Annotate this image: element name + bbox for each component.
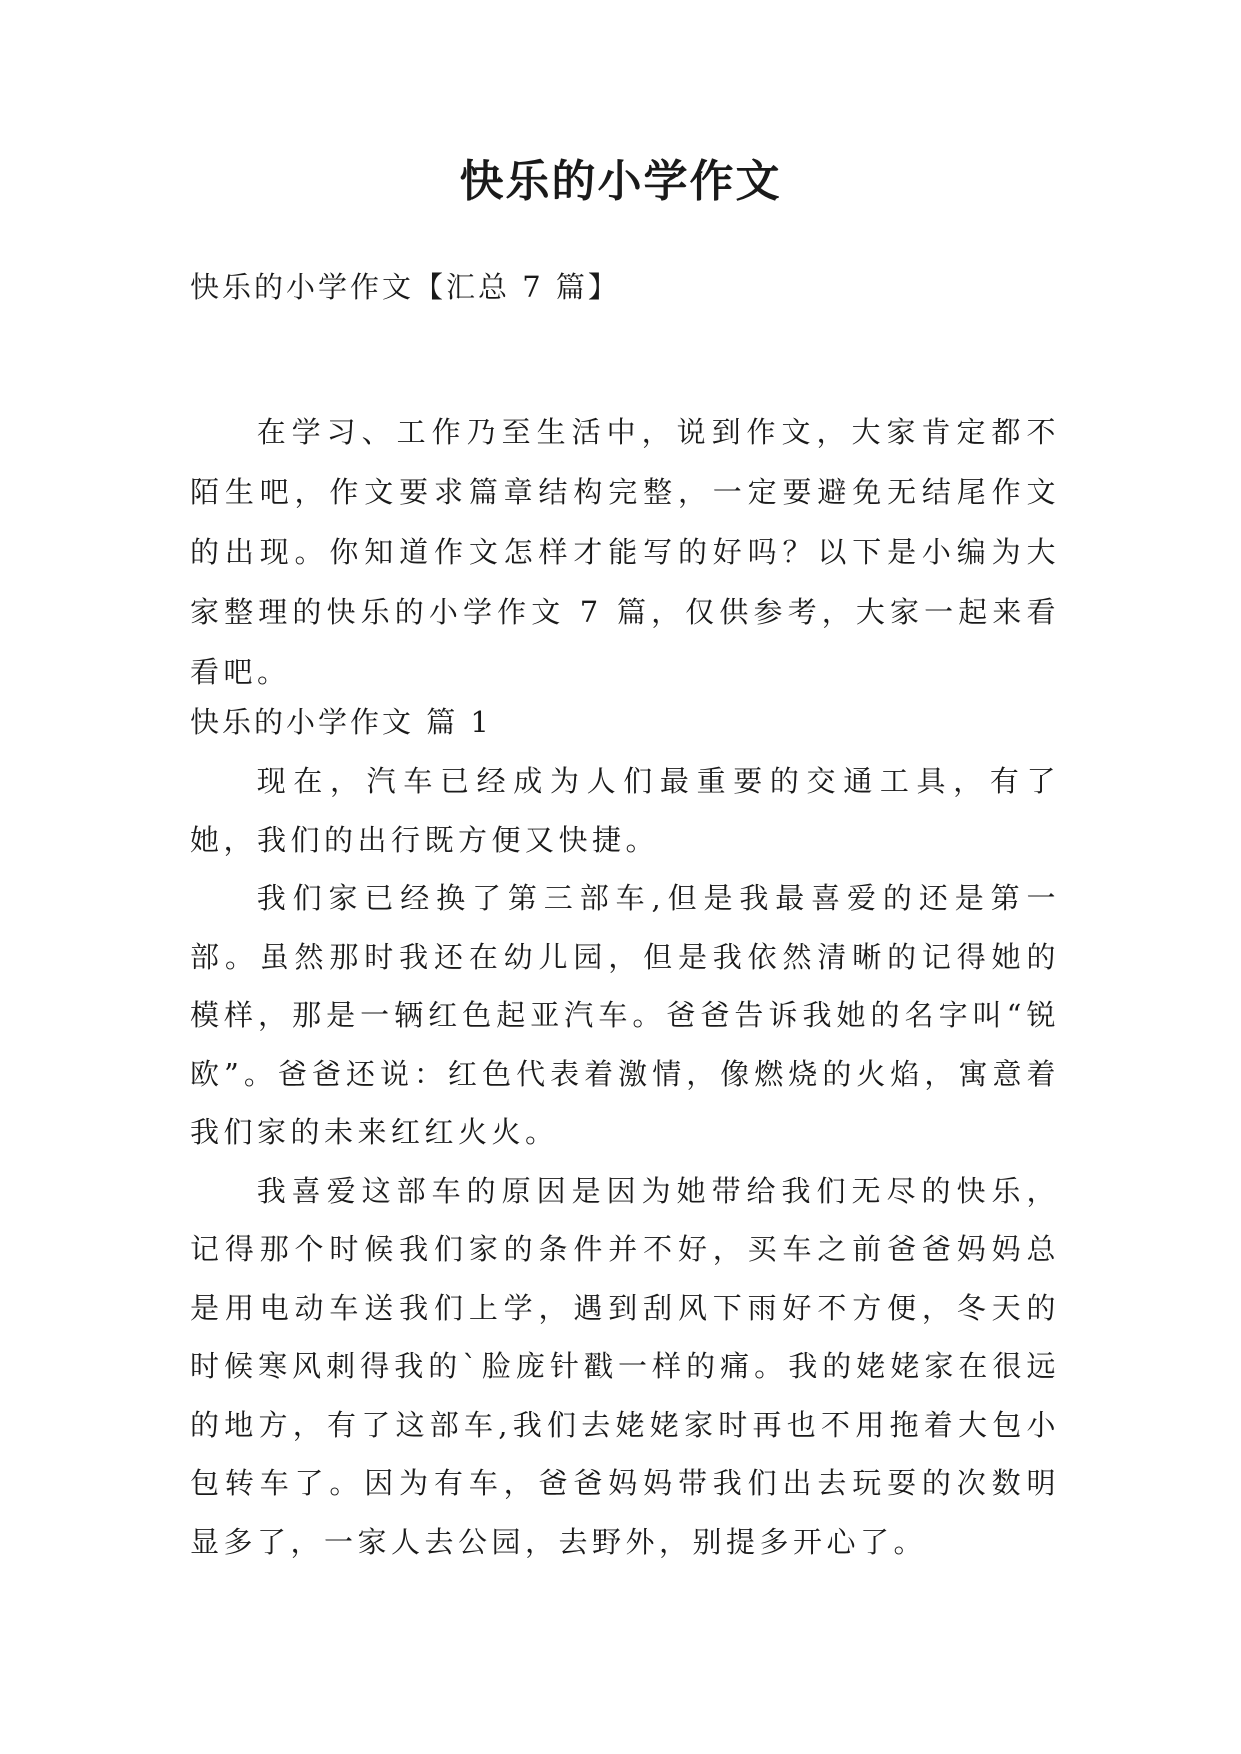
document-subtitle: 快乐的小学作文【汇总 7 篇】 [190, 270, 620, 304]
intro-paragraph: 在学习、工作乃至生活中，说到作文，大家肯定都不陌生吧，作文要求篇章结构完整，一定要避免无结尾作文的出现。你知道作文怎样才能写的好吗？以下是小编为大家整理的快乐的小学作文 7 篇，仅供参考，大家一起来看看吧。 [190, 415, 1060, 689]
section-1-paragraph-3: 我喜爱这部车的原因是因为她带给我们无尽的快乐，记得那个时候我们家的条件并不好，买车之前爸爸妈妈总是用电动车送我们上学，遇到刮风下雨好不方便，冬天的时候寒风刺得我的`脸庞针戳一样的痛。我的姥姥家在很远的地方，有了这部车,我们去姥姥家时再也不用拖着大包小包转车了。因为有车，爸爸妈妈带我们出去玩耍的次数明显多了，一家人去公园，去野外，别提多开心了。 [190, 1173, 1060, 1559]
intro-block [190, 402, 1060, 702]
section-1-paragraph-2: 我们家已经换了第三部车,但是我最喜爱的还是第一部。虽然那时我还在幼儿园，但是我依然清晰的记得她的模样，那是一辆红色起亚汽车。爸爸告诉我她的名字叫“锐欧”。爸爸还说：红色代表着激情，像燃烧的火焰，寓意着我们家的未来红红火火。 [190, 881, 1060, 1149]
section-1-label: 快乐的小学作文 篇 1 [190, 705, 492, 739]
document-title: 快乐的小学作文 [459, 156, 782, 207]
section-1-paragraph-1: 现在，汽车已经成为人们最重要的交通工具，有了她，我们的出行既方便又快捷。 [190, 764, 1060, 857]
section-1-body [190, 752, 1060, 1571]
